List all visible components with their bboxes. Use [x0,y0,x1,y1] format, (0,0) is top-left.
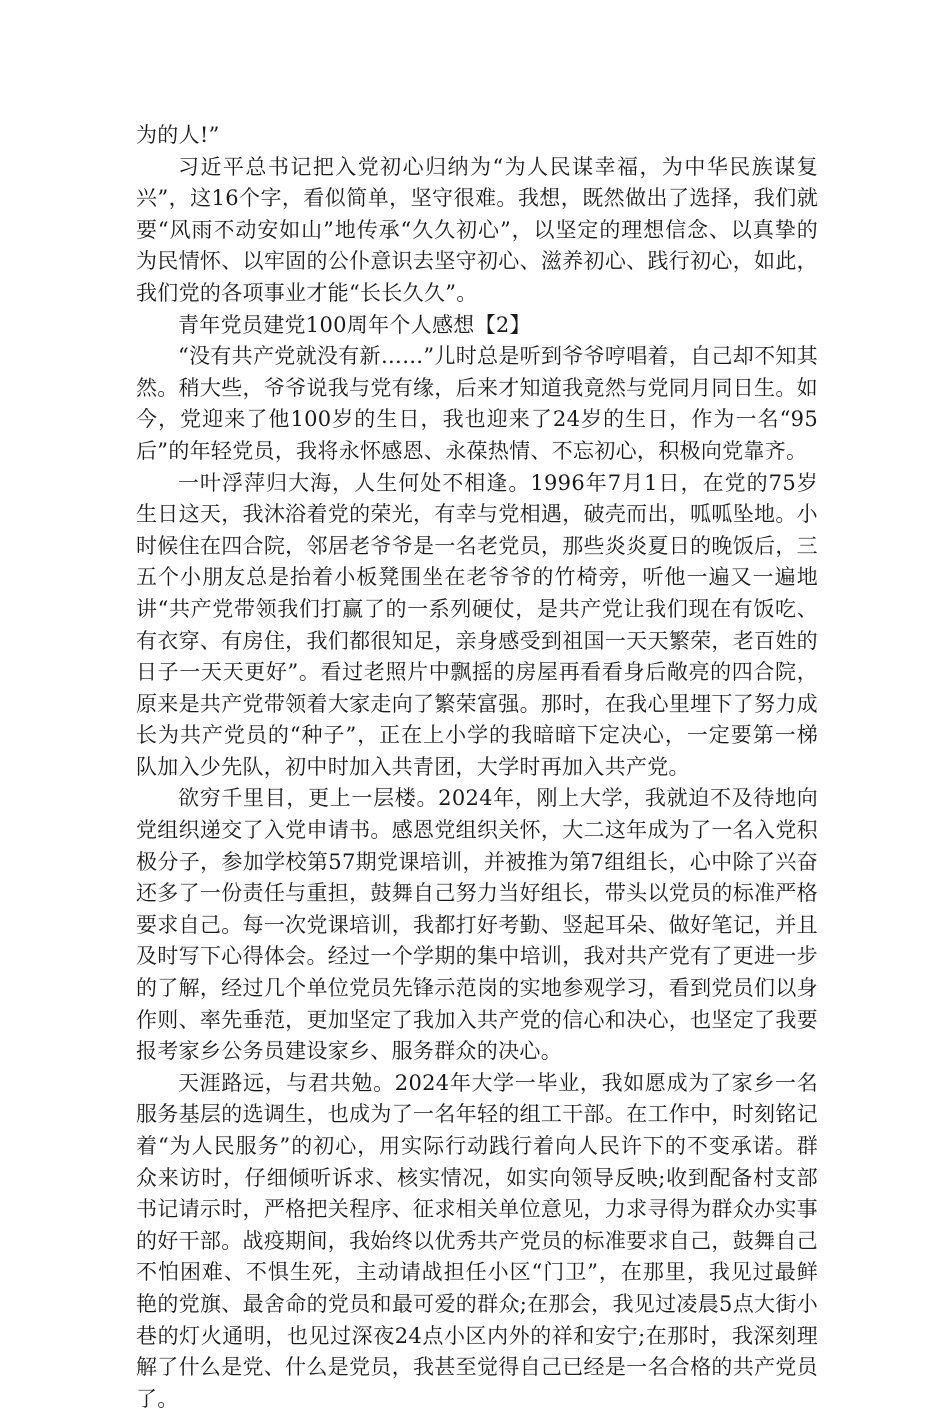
paragraph-university: 欲穷千里目，更上一层楼。2024年，刚上大学，我就迫不及待地向党组织递交了入党申请书。感恩党组织关怀，大二这年成为了一名入党积极分子，参加学校第57期党课培训，并被推为第7组组长，心中除了兴奋还多了一份责任与重担，鼓舞自己努力当好组长，带头以党员的标准严格要求自己。每一次党课培训，我都打好考勤、竖起耳朵、做好笔记，并且及时写下心得体会。经过一个学期的集中培训，我对共产党有了更进一步的了解，经过几个单位党员先锋示范岗的实地参观学习，看到党员们以身作则、率先垂范，更加坚定了我加入共产党的信心和决心，也坚定了我要报考家乡公务员建设家乡、服务群众的决心。 [136,786,818,1064]
document-body [136,120,818,1415]
paragraph-grandfather-song: “没有共产党就没有新……”儿时总是听到爷爷哼唱着，自己却不知其然。稍大些，爷爷说我与党有缘，后来才知道我竟然与党同月同日生。如今，党迎来了他100岁的生日，我也迎来了24岁的生日，作为一名“95后”的年轻党员，我将永怀感恩、永葆热情、不忘初心，积极向党靠齐。 [136,344,818,463]
paragraph-childhood: 一叶浮萍归大海，人生何处不相逢。1996年7月1日，在党的75岁生日这天，我沐浴着党的荣光，有幸与党相遇，破壳而出，呱呱坠地。小时候住在四合院，邻居老爷爷是一名老党员，那些炎炎夏日的晚饭后，三五个小朋友总是抬着小板凳围坐在老爷爷的竹椅旁，听他一遍又一遍地讲“共产党带领我们打赢了的一系列硬仗，是共产党让我们现在有饭吃、有衣穿、有房住，我们都很知足，亲身感受到祖国一天天繁荣，老百姓的日子一天天更好”。看过老照片中飘摇的房屋再看看身后敞亮的四合院，原来是共产党带领着大家走向了繁荣富强。那时，在我心里埋下了努力成长为共产党员的“种子”，正在上小学的我暗暗下定决心，一定要第一梯队加入少先队，初中时加入共青团，大学时再加入共产党。 [136,470,818,779]
paragraph-continuation: 为的人!” [136,123,220,147]
section-heading: 青年党员建党100周年个人感想【2】 [178,312,531,337]
paragraph-initial-aspiration: 习近平总书记把入党初心归纳为“为人民谋幸福，为中华民族谋复兴”，这16个字，看似简单，坚守很难。我想，既然做出了选择，我们就要“风雨不动安如山”地传承“久久初心”，以坚定的理想信念、以真挚的为民情怀、以牢固的公仆意识去坚守初心、滋养初心、践行初心，如此，我们党的各项事业才能“长长久久”。 [136,154,818,305]
paragraph-career: 天涯路远，与君共勉。2024年大学一毕业，我如愿成为了家乡一名服务基层的选调生，也成为了一名年轻的组工干部。在工作中，时刻铭记着“为人民服务”的初心，用实际行动践行着向人民许下的不变承诺。群众来访时，仔细倾听诉求、核实情况，如实向领导反映;收到配备村支部书记请示时，严格把关程序、征求相关单位意见，力求寻得为群众办实事的好干部。战疫期间，我始终以优秀共产党员的标准要求自己，鼓舞自己不怕困难、不惧生死，主动请战担任小区“门卫”，在那里，我见过最鲜艳的党旗、最舍命的党员和最可爱的群众;在那会，我见过凌晨5点大街小巷的灯火通明，也见过深夜24点小区内外的祥和安宁;在那时，我深刻理解了什么是党、什么是党员，我甚至觉得自己已经是一名合格的共产党员了。 [136,1070,818,1411]
